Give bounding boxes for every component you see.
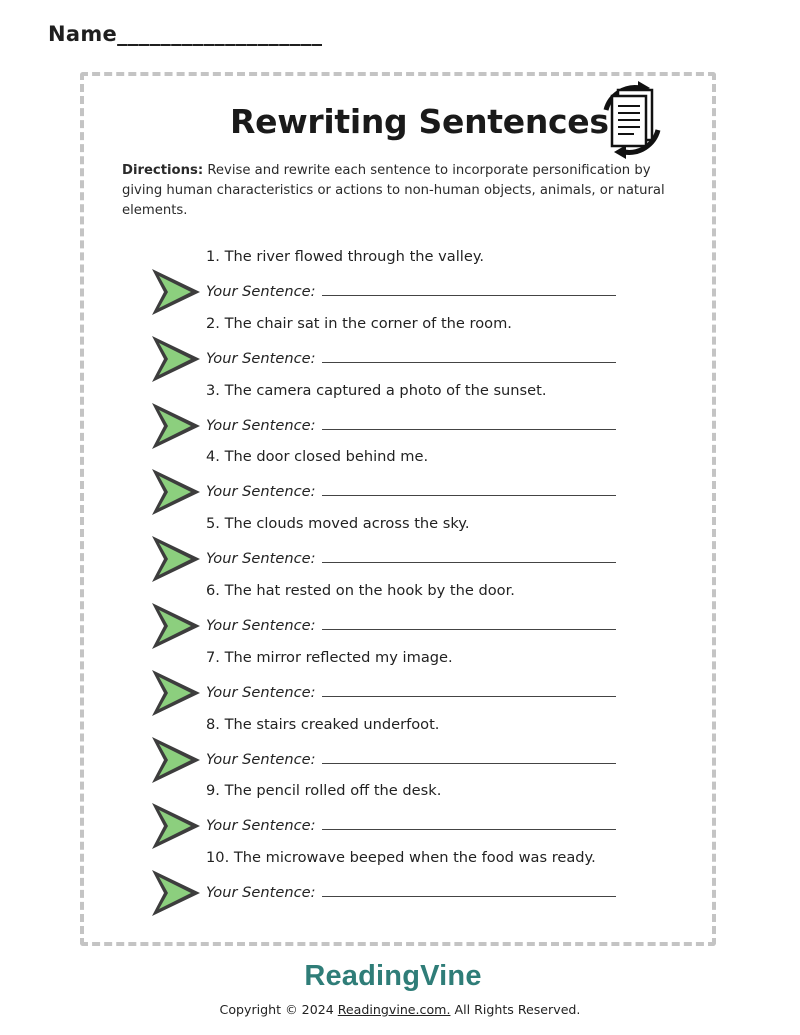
- answer-blank[interactable]: [322, 828, 616, 830]
- answer-line[interactable]: [206, 283, 616, 300]
- arrow-icon: [150, 334, 204, 384]
- answer-label: Your Sentence:: [206, 349, 316, 367]
- answer-line[interactable]: [206, 417, 616, 434]
- document-refresh-icon: [594, 80, 670, 160]
- arrow-icon: [150, 868, 204, 918]
- answer-label: Your Sentence:: [206, 617, 316, 634]
- answer-blank[interactable]: [322, 294, 616, 296]
- answer-line[interactable]: [206, 350, 616, 367]
- answer-blank[interactable]: [322, 895, 616, 897]
- answer-label: Your Sentence:: [206, 483, 316, 501]
- sentence-prompt: 9. The pencil rolled off the desk.: [206, 782, 442, 800]
- answer-label: Your Sentence:: [206, 550, 316, 568]
- answer-blank[interactable]: [322, 561, 616, 563]
- answer-blank[interactable]: [322, 361, 616, 363]
- answer-label: Your Sentence:: [206, 283, 316, 300]
- answer-blank[interactable]: [322, 695, 616, 697]
- worksheet-title: Rewriting Sentences: [230, 102, 609, 141]
- arrow-icon: [150, 467, 204, 517]
- copyright-notice: [0, 1002, 800, 1017]
- sentence-prompt: 3. The camera captured a photo of the sunset.: [206, 381, 547, 399]
- arrow-icon: [150, 801, 204, 851]
- arrow-icon: [150, 534, 204, 584]
- answer-label: Your Sentence:: [206, 416, 316, 434]
- copyright-prefix: Copyright © 2024: [219, 1002, 338, 1017]
- answer-label: Your Sentence:: [206, 884, 316, 902]
- answer-label: Your Sentence:: [206, 750, 316, 768]
- brand-logo: ReadingVine: [304, 960, 482, 992]
- answer-line[interactable]: [206, 884, 616, 901]
- arrow-icon: [150, 267, 204, 317]
- arrow-icon: [150, 735, 204, 785]
- answer-label: Your Sentence:: [206, 817, 316, 835]
- sentence-prompt: 6. The hat rested on the hook by the door.: [206, 582, 515, 599]
- directions-label: Directions:: [122, 163, 204, 178]
- sentence-prompt: 8. The stairs creaked underfoot.: [206, 715, 440, 733]
- arrow-icon: [150, 601, 204, 651]
- answer-blank[interactable]: [322, 762, 616, 764]
- copyright-link[interactable]: Readingvine.com.: [337, 1002, 451, 1017]
- sentence-prompt: 7. The mirror reflected my image.: [206, 648, 453, 666]
- answer-line[interactable]: [206, 483, 616, 500]
- arrow-icon: [150, 668, 204, 718]
- answer-line[interactable]: [206, 751, 616, 768]
- sentence-prompt: 10. The microwave beeped when the food was ready.: [206, 849, 596, 867]
- answer-blank[interactable]: [322, 428, 616, 430]
- answer-blank[interactable]: [322, 628, 616, 630]
- directions-text: [122, 161, 694, 221]
- answer-label: Your Sentence:: [206, 683, 316, 701]
- answer-line[interactable]: [206, 550, 616, 567]
- copyright-suffix: All Rights Reserved.: [450, 1002, 581, 1017]
- sentence-prompt: 2. The chair sat in the corner of the room.: [206, 314, 512, 332]
- answer-line[interactable]: [206, 817, 616, 834]
- answer-line[interactable]: [206, 617, 616, 634]
- arrow-icon: [150, 401, 204, 451]
- answer-blank[interactable]: [322, 494, 616, 496]
- sentence-prompt: 4. The door closed behind me.: [206, 448, 429, 466]
- sentence-prompt: 1. The river flowed through the valley.: [206, 248, 485, 265]
- answer-line[interactable]: [206, 684, 616, 701]
- name-field-label: Name___________________: [48, 22, 323, 46]
- sentence-prompt: 5. The clouds moved across the sky.: [206, 515, 470, 533]
- directions-body: Revise and rewrite each sentence to incorporate personification by giving human characteristics or actions to non-human objects, animals, or natural elements.: [122, 163, 665, 218]
